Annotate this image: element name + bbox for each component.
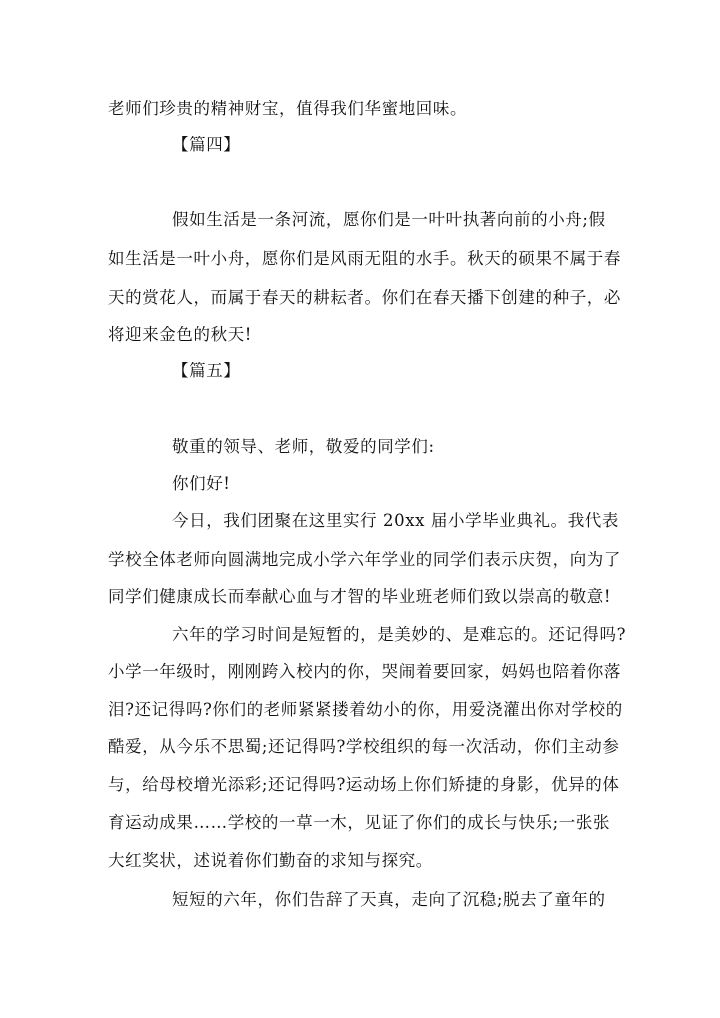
text-line: 今日，我们团聚在这里实行 20xx 届小学毕业典礼。我代表 [172, 511, 619, 530]
text-line: 与，给母校增光添彩;还记得吗?运动场上你们矫捷的身影，优异的体 [108, 775, 620, 794]
text-line: 敬重的领导、老师，敬爱的同学们: [172, 437, 435, 456]
text-line: 学校全体老师向圆满地完成小学六年学业的同学们表示庆贺，向为了 [108, 550, 621, 569]
text-line: 将迎来金色的秋天! [108, 325, 253, 344]
text-line: 假如生活是一条河流，愿你们是一叶叶执著向前的小舟;假 [172, 210, 606, 229]
text-line: 酷爱，从今乐不思蜀;还记得吗?学校组织的每一次活动，你们主动参 [108, 737, 620, 756]
text-line: 同学们健康成长而奉献心血与才智的毕业班老师们致以崇高的敬意! [108, 587, 612, 606]
text-line: 泪?还记得吗?你们的老师紧紧搂着幼小的你，用爱浇灌出你对学校的 [108, 700, 623, 719]
text-line: 小学一年级时，刚刚跨入校内的你，哭闹着要回家，妈妈也陪着你落 [108, 662, 621, 681]
text-line: 育运动成果……学校的一草一木，见证了你们的成长与快乐;一张张 [108, 813, 611, 832]
section-heading: 【篇五】 [172, 361, 241, 380]
text-line: 短短的六年，你们告辞了天真，走向了沉稳;脱去了童年的 [172, 890, 606, 909]
text-line: 六年的学习时间是短暂的，是美妙的、是难忘的。还记得吗? [172, 625, 627, 644]
text-line: 如生活是一叶小舟，愿你们是风雨无阻的水手。秋天的硕果不属于春 [108, 249, 621, 268]
section-heading: 【篇四】 [172, 135, 241, 154]
text-line: 你们好! [172, 474, 231, 493]
text-line: 天的赏花人，而属于春天的耕耘者。你们在春天播下创建的种子，必 [108, 288, 621, 307]
text-line: 大红奖状，述说着你们勤奋的求知与探究。 [108, 851, 433, 870]
text-line: 老师们珍贵的精神财宝，值得我们华蜜地回味。 [108, 99, 468, 118]
